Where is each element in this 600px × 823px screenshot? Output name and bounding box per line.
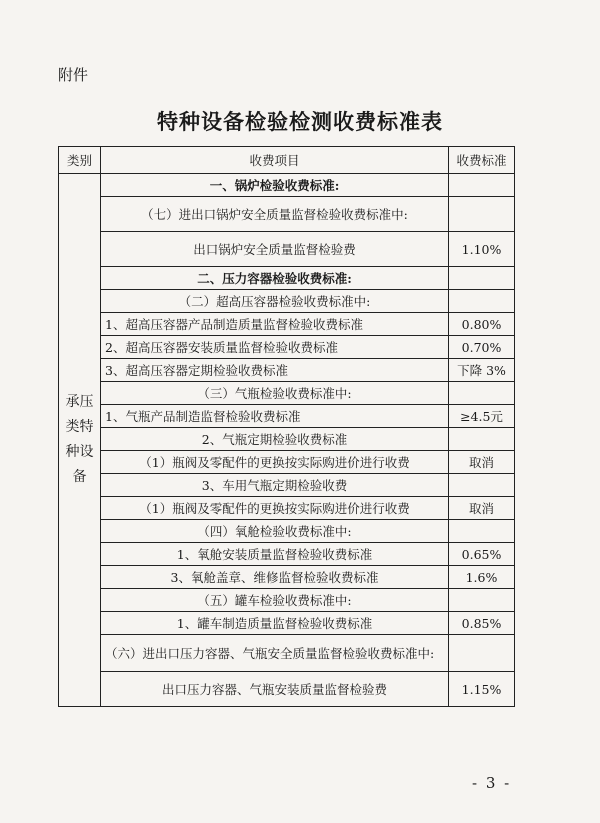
fee-item-cell: （三）气瓶检验收费标准中: bbox=[101, 382, 449, 405]
table-row bbox=[59, 405, 515, 428]
fee-standard-cell: 下降 3% bbox=[449, 359, 515, 382]
table-row bbox=[59, 543, 515, 566]
table-row bbox=[59, 382, 515, 405]
fee-standard-cell: 1.15% bbox=[449, 672, 515, 707]
fee-standard-cell bbox=[449, 520, 515, 543]
fee-item-cell: 一、锅炉检验收费标准: bbox=[101, 174, 449, 197]
fee-item-cell: 1、罐车制造质量监督检验收费标准 bbox=[101, 612, 449, 635]
fee-standard-cell bbox=[449, 290, 515, 313]
fee-item-cell: （四）氧舱检验收费标准中: bbox=[101, 520, 449, 543]
table-row bbox=[59, 290, 515, 313]
table-row bbox=[59, 451, 515, 474]
fee-item-cell: 1、超高压容器产品制造质量监督检验收费标准 bbox=[101, 313, 449, 336]
fee-standard-cell bbox=[449, 174, 515, 197]
fee-standard-cell: ≥4.5元 bbox=[449, 405, 515, 428]
header-category: 类别 bbox=[59, 147, 101, 174]
attachment-label: 附件 bbox=[58, 66, 89, 84]
table-row bbox=[59, 313, 515, 336]
fee-item-cell: 3、车用气瓶定期检验收费 bbox=[101, 474, 449, 497]
category-cell: 承压类特种设备 bbox=[59, 174, 101, 707]
fee-item-cell: 2、超高压容器安装质量监督检验收费标准 bbox=[101, 336, 449, 359]
table-row bbox=[59, 672, 515, 707]
fee-standard-cell: 取消 bbox=[449, 451, 515, 474]
table-row bbox=[59, 359, 515, 382]
fee-item-cell: 2、气瓶定期检验收费标准 bbox=[101, 428, 449, 451]
fee-standard-table bbox=[58, 146, 515, 707]
fee-item-cell: （1）瓶阀及零配件的更换按实际购进价进行收费 bbox=[101, 451, 449, 474]
fee-item-cell: 3、超高压容器定期检验收费标准 bbox=[101, 359, 449, 382]
fee-standard-cell: 0.65% bbox=[449, 543, 515, 566]
fee-item-cell: 1、气瓶产品制造监督检验收费标准 bbox=[101, 405, 449, 428]
table-row bbox=[59, 267, 515, 290]
table-row bbox=[59, 428, 515, 451]
fee-standard-cell: 0.85% bbox=[449, 612, 515, 635]
fee-item-cell: 出口压力容器、气瓶安装质量监督检验费 bbox=[101, 672, 449, 707]
table-row bbox=[59, 635, 515, 672]
fee-standard-cell: 0.70% bbox=[449, 336, 515, 359]
page-number: - 3 - bbox=[472, 774, 512, 792]
table-row bbox=[59, 174, 515, 197]
fee-item-cell: 出口锅炉安全质量监督检验费 bbox=[101, 232, 449, 267]
table-row bbox=[59, 566, 515, 589]
fee-item-cell: （六）进出口压力容器、气瓶安全质量监督检验收费标准中: bbox=[101, 635, 449, 672]
fee-standard-cell bbox=[449, 267, 515, 290]
table-row bbox=[59, 589, 515, 612]
table-row bbox=[59, 520, 515, 543]
fee-standard-cell bbox=[449, 197, 515, 232]
table-row bbox=[59, 474, 515, 497]
fee-item-cell: （七）进出口锅炉安全质量监督检验收费标准中: bbox=[101, 197, 449, 232]
fee-item-cell: （五）罐车检验收费标准中: bbox=[101, 589, 449, 612]
fee-standard-cell bbox=[449, 474, 515, 497]
fee-item-cell: 二、压力容器检验收费标准: bbox=[101, 267, 449, 290]
fee-standard-cell: 0.80% bbox=[449, 313, 515, 336]
fee-item-cell: 3、氧舱盖章、维修监督检验收费标准 bbox=[101, 566, 449, 589]
fee-standard-cell bbox=[449, 589, 515, 612]
fee-item-cell: （1）瓶阀及零配件的更换按实际购进价进行收费 bbox=[101, 497, 449, 520]
table-row bbox=[59, 612, 515, 635]
header-item: 收费项目 bbox=[101, 147, 449, 174]
table-row bbox=[59, 232, 515, 267]
fee-standard-cell: 1.6% bbox=[449, 566, 515, 589]
table-row bbox=[59, 497, 515, 520]
fee-standard-cell: 取消 bbox=[449, 497, 515, 520]
fee-standard-cell bbox=[449, 428, 515, 451]
header-standard: 收费标准 bbox=[449, 147, 515, 174]
fee-standard-cell bbox=[449, 635, 515, 672]
fee-standard-cell bbox=[449, 382, 515, 405]
table-row bbox=[59, 197, 515, 232]
document-title: 特种设备检验检测收费标准表 bbox=[157, 109, 443, 134]
table-header-row bbox=[59, 147, 515, 174]
fee-item-cell: （二）超高压容器检验收费标准中: bbox=[101, 290, 449, 313]
table-row bbox=[59, 336, 515, 359]
fee-item-cell: 1、氧舱安装质量监督检验收费标准 bbox=[101, 543, 449, 566]
table-body bbox=[59, 174, 515, 707]
fee-standard-cell: 1.10% bbox=[449, 232, 515, 267]
